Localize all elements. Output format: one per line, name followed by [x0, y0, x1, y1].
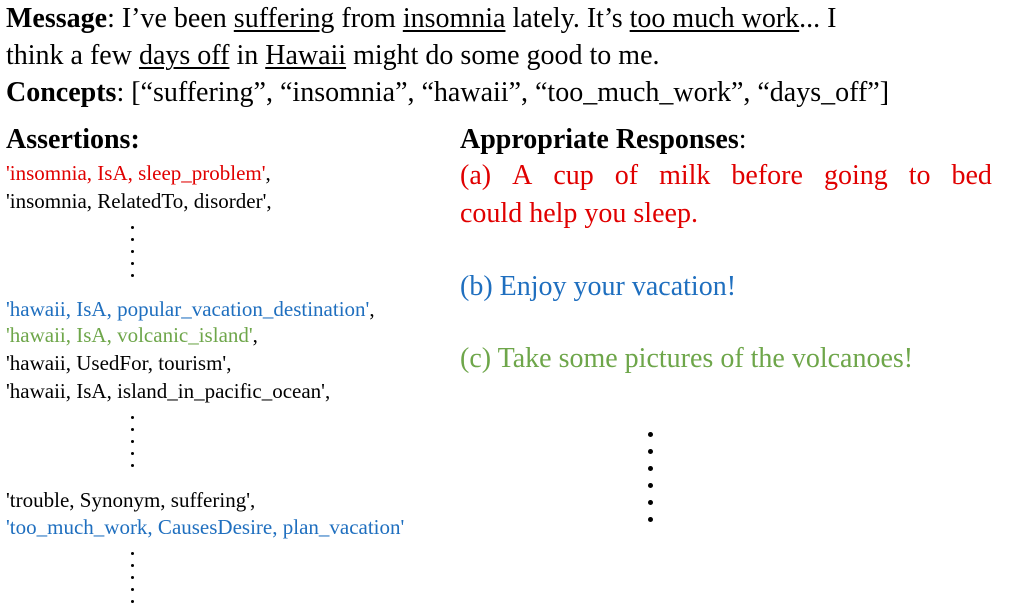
- assertions-heading: Assertions:: [6, 124, 140, 155]
- message-segment: I’ve been: [121, 3, 234, 34]
- response-a-word: (a): [460, 160, 492, 191]
- response-a-word: cup: [553, 160, 594, 191]
- assertion-item: [6, 322, 258, 348]
- ellipsis-dot: [131, 428, 134, 431]
- message-line-1: [6, 2, 837, 36]
- message-line-2: [6, 39, 660, 73]
- ellipsis-dot: [131, 564, 134, 567]
- assertion-item: [6, 487, 255, 513]
- ellipsis-dot: [131, 552, 134, 555]
- ellipsis-dot: [648, 432, 653, 437]
- message-segment: ... I: [799, 3, 837, 34]
- ellipsis-dot: [648, 449, 653, 454]
- concepts-label: Concepts: [6, 77, 117, 108]
- assertion-text: 'hawaii, IsA, volcanic_island': [6, 323, 253, 347]
- message-segment: from: [334, 3, 403, 34]
- ellipsis-dot: [131, 250, 134, 253]
- response-c: (c) Take some pictures of the volcanoes!: [460, 343, 914, 374]
- response-a-word: going: [823, 160, 888, 191]
- ellipsis-dot: [131, 440, 134, 443]
- responses-heading: [460, 124, 747, 156]
- vertical-ellipsis-responses: [648, 432, 653, 534]
- response-a-line-1: [460, 157, 992, 195]
- responses-heading-colon: :: [738, 124, 747, 155]
- concepts-colon: :: [116, 77, 132, 108]
- underlined-concept: Hawaii: [265, 40, 347, 71]
- vertical-ellipsis-2: [131, 416, 134, 476]
- assertion-suffix: ,: [369, 297, 375, 321]
- message-segment: in: [229, 40, 266, 71]
- ellipsis-dot: [131, 588, 134, 591]
- underlined-concept: days off: [138, 40, 230, 71]
- message-text-line-2: [6, 40, 660, 71]
- ellipsis-dot: [648, 500, 653, 505]
- ellipsis-dot: [131, 238, 134, 241]
- assertion-item: [6, 350, 231, 376]
- message-colon: :: [107, 3, 122, 34]
- response-a-word: A: [512, 160, 533, 191]
- ellipsis-dot: [131, 262, 134, 265]
- concepts-list: [“suffering”, “insomnia”, “hawaii”, “too_much_work”, “days_off”]: [131, 77, 890, 108]
- ellipsis-dot: [131, 452, 134, 455]
- response-a-word: to: [908, 160, 931, 191]
- response-a-word: of: [614, 160, 639, 191]
- ellipsis-dot: [131, 600, 134, 603]
- ellipsis-dot: [648, 466, 653, 471]
- assertion-item: [6, 514, 404, 540]
- message-segment: lately. It’s: [505, 3, 630, 34]
- assertion-text: 'trouble, Synonym, suffering',: [6, 488, 256, 512]
- underlined-concept: insomnia: [402, 3, 506, 34]
- response-a-word: before: [731, 160, 803, 191]
- assertion-suffix: ,: [252, 323, 258, 347]
- response-b: (b) Enjoy your vacation!: [460, 271, 737, 302]
- assertion-item: [6, 378, 330, 404]
- ellipsis-dot: [131, 464, 134, 467]
- ellipsis-dot: [648, 517, 653, 522]
- assertion-item: [6, 296, 375, 322]
- assertion-text: 'too_much_work, CausesDesire, plan_vacation': [6, 515, 405, 539]
- assertion-text: 'hawaii, IsA, island_in_pacific_ocean',: [6, 379, 331, 403]
- vertical-ellipsis-1: [131, 226, 134, 286]
- message-label: Message: [6, 3, 108, 34]
- assertion-text: 'hawaii, IsA, popular_vacation_destination': [6, 297, 370, 321]
- assertion-item: [6, 188, 272, 214]
- assertion-text: 'insomnia, IsA, sleep_problem': [6, 161, 266, 185]
- assertion-suffix: ,: [265, 161, 271, 185]
- underlined-concept: suffering: [233, 3, 335, 34]
- underlined-concept: too much work: [629, 3, 800, 34]
- response-a-word: bed: [951, 160, 992, 191]
- assertion-text: 'insomnia, RelatedTo, disorder',: [6, 189, 272, 213]
- vertical-ellipsis-3: [131, 552, 134, 612]
- assertion-text: 'hawaii, UsedFor, tourism',: [6, 351, 232, 375]
- ellipsis-dot: [131, 576, 134, 579]
- response-a-word: milk: [659, 160, 711, 191]
- concepts-line: [6, 76, 889, 110]
- responses-heading-text: Appropriate Responses: [460, 124, 739, 155]
- ellipsis-dot: [648, 483, 653, 488]
- message-segment: might do some good to me.: [346, 40, 660, 71]
- ellipsis-dot: [131, 226, 134, 229]
- assertion-item: [6, 160, 271, 186]
- response-a-line-2: could help you sleep.: [460, 198, 698, 229]
- message-segment: think a few: [6, 40, 139, 71]
- message-text-line-1: [122, 3, 837, 34]
- ellipsis-dot: [131, 416, 134, 419]
- ellipsis-dot: [131, 274, 134, 277]
